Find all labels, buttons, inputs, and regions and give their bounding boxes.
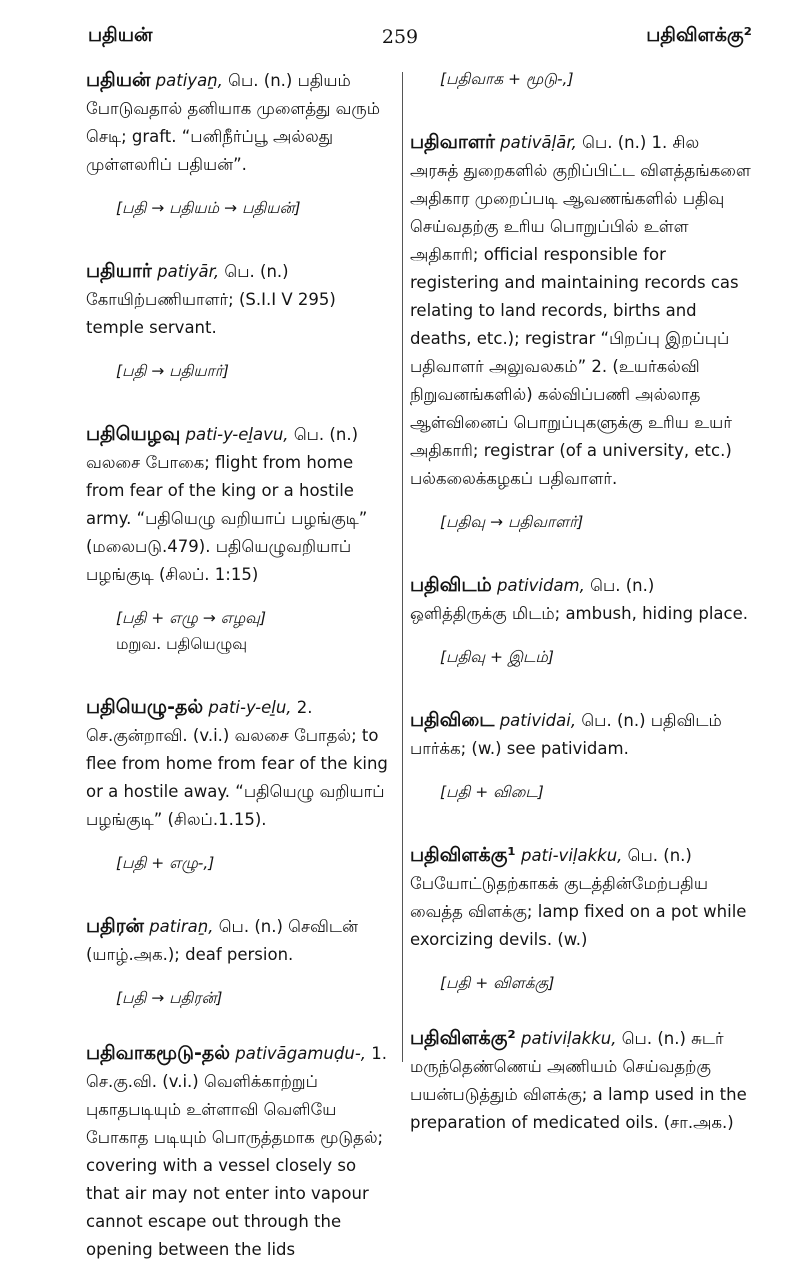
entry-definition: பெ. (n.) பதிவிடம் பார்க்க; (w.) see patividam. [410,711,722,758]
entry-definition: பெ. (n.) ஒளித்திருக்கு மிடம்; ambush, hiding place. [410,576,749,623]
entry-headword: பதிரன் [86,915,144,937]
page-number: 259 [381,26,419,48]
entry-etymology: [பதி + விடை] [440,783,544,801]
entry-etymology: [பதி + எழு-,] [116,854,215,872]
entry-definition: பெ. (n.) பேயோட்டுதற்காகக் குடத்தின்மேற்பதிய வைத்த விளக்கு; lamp fixed on a pot while exorcizing devils. (w.) [410,846,747,949]
dictionary-entry [86,1039,394,1264]
entry-etymology: [பதி → பதியம் → பதியன்] [116,199,301,217]
entry-headword: பதிவிளக்கு² [410,1027,516,1049]
entry-definition: பெ. (n.) சுடர் மருந்தெண்ணெய் அணியம் செய்வதற்கு பயன்படுத்தும் விளக்கு; a lamp used in the preparation of medicated oils. (சா.அக.) [410,1029,747,1132]
entry-continuation [410,66,752,92]
dictionary-entry [86,693,394,876]
dictionary-entry [410,128,752,535]
entry-etymology: [பதிவு → பதிவாளர்] [440,513,584,531]
entry-synonym: மறுவ. பதியெழுவு [116,635,248,653]
entry-definition: 2. செ.குன்றாவி. (v.i.) வலசை போதல்; to flee from home from fear of the king or a hostile away. “பதியெழு வறியாப் பழங்குடி” (சிலப்.1.15). [86,698,388,829]
entry-transliteration: patiyār, [157,262,220,281]
dictionary-entry [410,706,752,805]
entry-etymology: [பதிவு + இடம்] [440,648,554,666]
entry-definition: பெ. (n.) வலசை போகை; flight from home from fear of the king or a hostile army. “பதியெழு வறியாப் பழங்குடி” (மலைபடு.479). பதியெழுவறியாப் பழங்குடி (சிலப். 1:15) [86,425,368,584]
entry-headword: பதியார் [86,260,152,282]
entry-definition: பெ. (n.) செவிடன் (யாழ்.அக.); deaf persion. [86,917,359,964]
entry-headword: பதிவிடம் [410,574,492,596]
entry-headword: பதிவிளக்கு¹ [410,844,516,866]
entry-etymology: [பதி → பதியார்] [116,362,229,380]
entry-transliteration: pati-y-eḻu, [208,698,292,717]
entry-transliteration: patiraṉ, [149,917,214,936]
entry-etymology: [பதி → பதிரன்] [116,989,223,1007]
page-header [0,22,800,54]
dictionary-entry [410,571,752,670]
entry-definition: பெ. (n.) 1. சில அரசுத் துறைகளில் குறிப்பிட்ட விளத்தங்களை அதிகார முறைப்படி ஆவணங்களில் பதிவு செய்வதற்கு உரிய பொறுப்பில் உள்ள அதிகாரி; official responsible for registering and maintaining records cas relating to land records, births and deaths, etc.); registrar “பிறப்பு இறப்புப் பதிவாளர் அலுவலகம்” 2. (உயர்கல்வி நிறுவனங்களில்) கல்விப்பணி அல்லாத ஆள்வினைப் பொறுப்புகளுக்கு உரிய உயர் அதிகாரி; registrar (of a university, etc.) பல்கலைக்கழகப் பதிவாளர். [410,133,751,488]
entry-transliteration: patividai, [499,711,577,730]
entry-etymology: [பதி + விளக்கு] [440,974,555,992]
entry-transliteration: patividam, [496,576,585,595]
entry-headword: பதியெழு-தல் [86,696,204,718]
entry-definition: பெ. (n.) கோயிற்பணியாளர்; (S.I.I V 295) temple servant. [86,262,336,337]
dictionary-entry [410,841,752,996]
entry-headword: பதிவாளர் [410,131,495,153]
dictionary-entry [86,420,394,657]
entry-transliteration: pativāḷār, [500,133,577,152]
entry-transliteration: pativiḷakku, [520,1029,617,1048]
entry-definition: பெ. (n.) பதியம் போடுவதால் தனியாக முளைத்து வரும் செடி; graft. “பனிநீர்ப்பூ அல்லது முள்ளலரிப் பதியன்”. [86,71,380,174]
right-column [410,66,752,1137]
entry-headword: பதிவிடை [410,709,495,731]
dictionary-entry [86,66,394,221]
entry-headword: பதியெழவு [86,423,181,445]
entry-etymology: [பதி + எழு → எழவு] [116,609,267,627]
entry-transliteration: patiyaṉ, [155,71,223,90]
running-headword-right: பதிவிளக்கு² [646,24,752,46]
running-headword-left: பதியன் [88,24,153,46]
entry-transliteration: pativāgamuḍu-, [235,1044,367,1063]
column-divider [402,72,403,1062]
dictionary-entry [86,912,394,1011]
entry-transliteration: pati-y-eḻavu, [185,425,289,444]
entry-definition: 1. செ.கு.வி. (v.i.) வெளிக்காற்றுப் புகாதபடியும் உள்ளாவி வெளியே போகாத படியும் பொருத்தமாக மூடுதல்; covering with a vessel closely so that air may not enter into vapour cannot escape out through the opening between the lids [86,1044,388,1259]
left-column [86,66,394,1264]
entry-transliteration: pati-viḷakku, [520,846,623,865]
entry-etymology: [பதிவாக + மூடு-,] [440,70,574,88]
dictionary-entry [86,257,394,384]
dictionary-entry [410,1024,752,1137]
entry-headword: பதியன் [86,69,151,91]
entry-headword: பதிவாகமூடு-தல் [86,1042,231,1064]
